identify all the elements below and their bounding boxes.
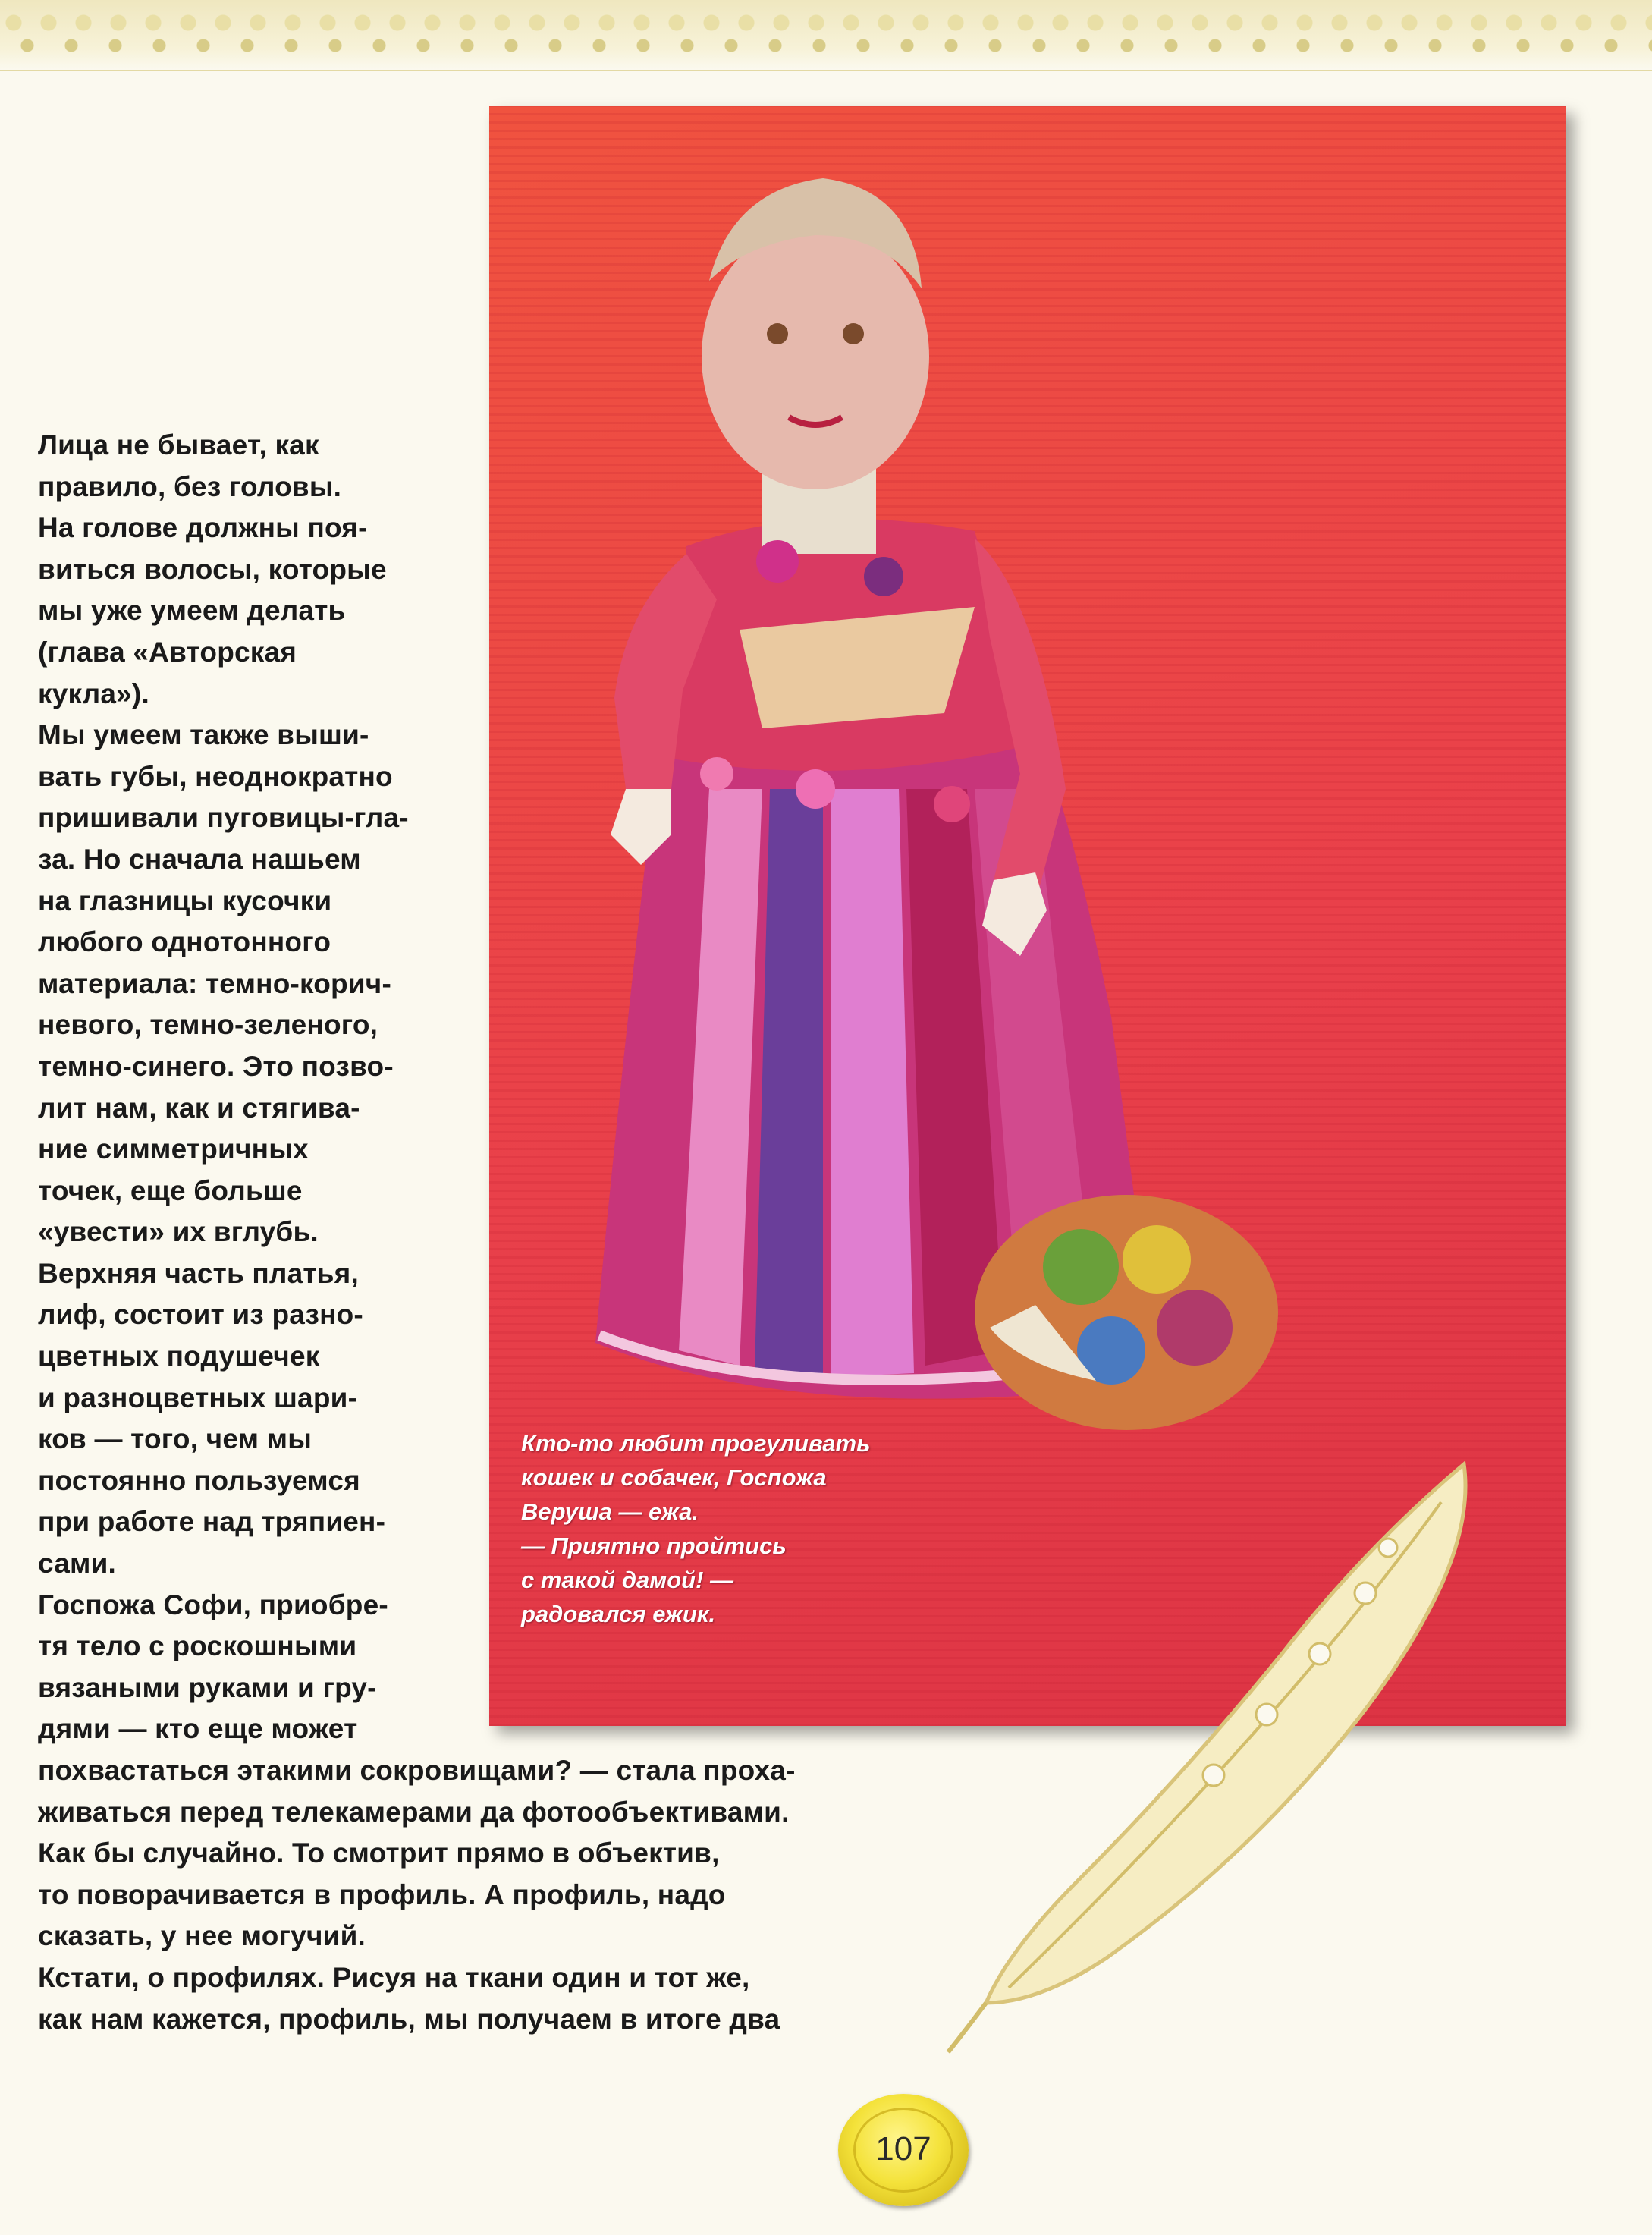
body-text: Лица не бывает, как правило, без головы. На голове должны поя- виться волосы, которые мы уже умеем делать (глава «Авторская кукла»). Мы умеем также выши- вать губы, неоднократно пришивали пуговицы-гла- за. Но сначала нашьем на глазницы кусочки любого однотонного материала: темно-корич- невого, темно-зеленого, темно-синего. Это позво- лит нам, как и стягива- ние симметричных точек, еще больше «увести» их вглубь. Верхняя часть платья, лиф, состоит из разно- цветных подушечек и разноцветных шари- ков — того, чем мы постоянно пользуемся при работе над тряпиен- сами. Госпожа Софи, приобре- тя тело с роскошными вязаными руками и гру- дями — кто еще может похвастаться этакими сокровищами? — стала проха- живаться перед телекамерами да фотообъективами. Как бы случайно. То смотрит прямо в объектив, то поворачивается в профиль. А профиль, надо сказать, у нее могучий. Кстати, о профилях. Рисуя на ткани один и тот же, как нам кажется, профиль, мы получаем в итоге два [38, 429, 796, 2035]
photo-caption: Кто-то любит прогуливать кошек и собачек, Госпожа Веруша — ежа. — Приятно пройтись с такой дамой! — радовался ежик. [521, 1430, 871, 1627]
page-number: 107 [875, 2130, 931, 2167]
lace-leaf-decoration [941, 1457, 1487, 2056]
page-number-badge [838, 2094, 969, 2206]
lace-border-decoration [0, 0, 1652, 71]
